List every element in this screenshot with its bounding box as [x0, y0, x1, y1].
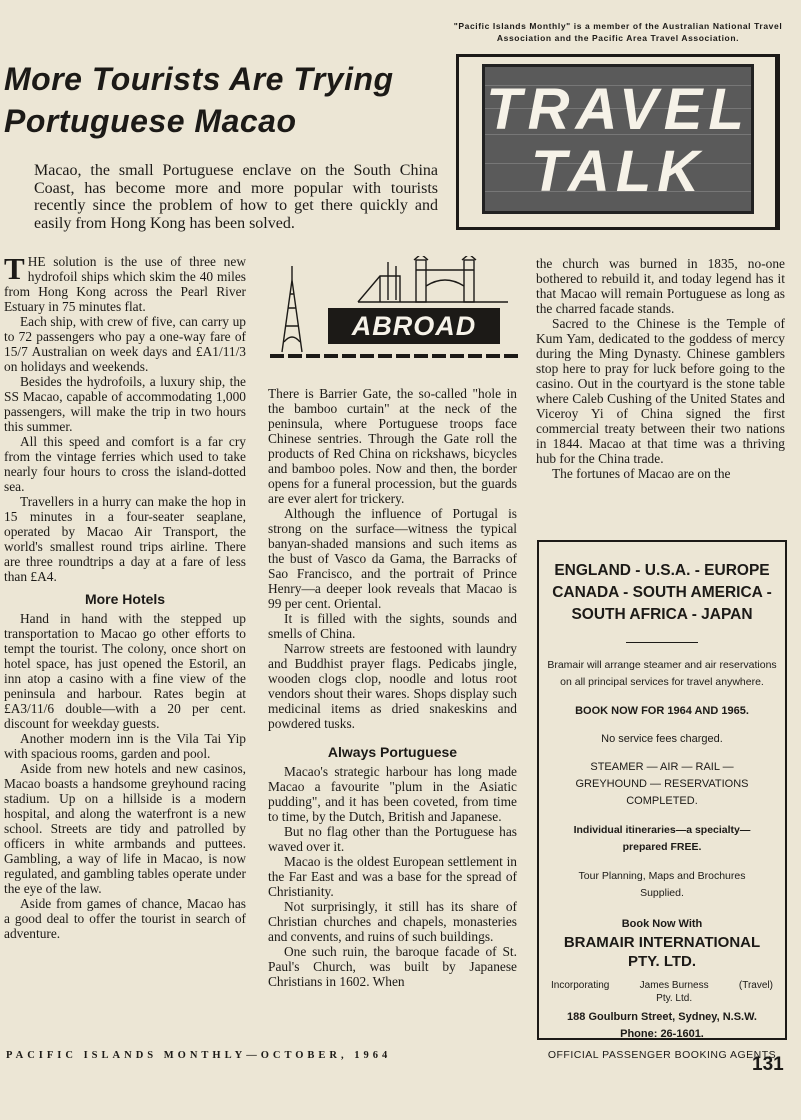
specialty-line: Individual itineraries—a specialty—: [573, 824, 751, 836]
incorporating-company: James Burness Pty. Ltd.: [639, 980, 709, 1004]
paragraph: Not surprisingly, it still has its share of Christian churches and chapels, monasteries and convents, and ruins of such buildings.: [268, 899, 517, 944]
paragraph: Each ship, with crew of five, can carry up to 72 passengers who pay a one-way fare of 15/7 Australian on week days and £A1/11/3 on holidays and weekends.: [4, 314, 246, 374]
ad-arrange-text: Bramair will arrange steamer and air reservations on all principal services for travel anywhere.: [547, 659, 777, 688]
travel-word: TRAVEL: [486, 77, 750, 142]
paragraph: Hand in hand with the stepped up transportation to Macao go other efforts to tempt the tourist. The colony, once short on hotel space, has just opened the Estoril, an inn atop a casino with a fine view of the peninsula and harbour. Rates begin at £A3/11/6 double—with a 20 per cent. discount for weekday guests.: [4, 611, 246, 731]
ad-divider: [626, 642, 698, 643]
paragraph: There is Barrier Gate, the so-called "hole in the bamboo curtain" at the neck of the peninsula, where Portuguese troops face Chinese sentries. Through the Gate roll the products of Red China on rickshaws, bicycles and bamboo poles. Now and then, the border opens for a funeral procession, but the guards are ever alert for trickery.: [268, 386, 517, 506]
ad-company-name: [539, 933, 785, 971]
subheading-more-hotels: More Hotels: [84, 591, 166, 607]
company-line: PTY. LTD.: [627, 953, 697, 970]
headline-line-2: Portuguese Macao: [4, 103, 297, 139]
paragraph: Aside from new hotels and new casinos, Macao boasts a handsome greyhound racing stadium. Up on a hillside is a modern hospital, and along the waterfront is a new school. Streets are tidy and patrolled by officers in white armbands and puttees. Gambling, a way of life in Macao, is now regulated, and gambling tables operate under the eye of the law.: [4, 761, 246, 896]
company-line: BRAMAIR INTERNATIONAL: [563, 934, 761, 951]
incorporating-travel: (Travel): [738, 980, 773, 991]
paragraph: Aside from games of chance, Macao has a good deal to offer the tourist in search of adventure.: [4, 896, 246, 941]
paragraph: One such ruin, the baroque facade of St. Paul's Church, was built by Japanese Christians in 1602. When: [268, 944, 517, 989]
ad-specialty: [539, 822, 785, 856]
ship-icon: [358, 276, 400, 302]
ad-no-fees: No service fees charged.: [601, 733, 723, 745]
ad-incorporating: [539, 979, 785, 1005]
paragraph: Macao is the oldest European settlement in the Far East and was a base for the spread of Christianity.: [268, 854, 517, 899]
ad-phone: Phone: 26-1601.: [620, 1028, 704, 1040]
paragraph: The fortunes of Macao are on the: [552, 466, 731, 481]
paragraph: Narrow streets are festooned with laundry and Buddhist prayer flags. Pedicabs jingle, wooden clogs clop, noodle and lotus root vendors shout their wares. Shops display such medicinal items as dried snakeskins and powdered tusks.: [268, 641, 517, 731]
ad-planning: [539, 868, 785, 902]
paragraph: Besides the hydrofoils, a luxury ship, the SS Macao, capable of accommodating 1,000 passengers, will make the trip in two hours this summer.: [4, 374, 246, 434]
travel-talk-banner: [482, 64, 754, 214]
column-1: [4, 251, 246, 941]
paragraph: the church was burned in 1835, no-one bothered to rebuild it, and today legend has it that Macao will remain Portuguese as long as the charred facade stands.: [536, 256, 785, 316]
planning-line: Supplied.: [640, 887, 684, 899]
talk-word: TALK: [530, 139, 706, 204]
bramair-advertisement: [537, 540, 787, 1061]
headline-line-1: More Tourists Are Trying: [4, 61, 394, 97]
page-footer: PACIFIC ISLANDS MONTHLY—OCTOBER, 1964: [6, 1050, 392, 1061]
paragraph: Although the influence of Portugal is strong on the surface—witness the typical banyan-shaded mansions and such items as the bust of Vasco da Gama, the Barracks of Sao Francisco, and the portrait of Prince Henry—a deeper look reveals that Macao is 99 per cent. Oriental.: [268, 506, 517, 611]
specialty-line: prepared FREE.: [622, 841, 702, 853]
column-2: [268, 386, 517, 989]
paragraph: Sacred to the Chinese is the Temple of Kum Yam, dedicated to the goddess of mercy during the Ming Dynasty. Chinese gamblers stop here to pray for luck before going to the casino. Out in the courtyard is the stone table where Caleb Cushing of the United States and Viceroy Yi of China signed the first commercial treaty between their two nations in 1844. Macao at that time was a thriving hub for the China trade.: [536, 316, 785, 466]
paragraph: HE solution is the use of three new hydrofoil ships which skim the 40 miles from Hong Kong across the Pearl River Estuary in 75 minutes flat.: [4, 254, 246, 314]
subheading-always-portuguese: Always Portuguese: [327, 744, 458, 760]
mode-line: GREYHOUND — RESERVATIONS: [575, 778, 749, 790]
abroad-label: ABROAD: [351, 311, 477, 341]
intro-paragraph: Macao, the small Portuguese enclave on the South China Coast, has become more and more popular with tourists recently since the problem of how to get there quickly and easily from Hong Kong has been solved.: [34, 162, 438, 232]
column-3: [536, 256, 785, 481]
ad-agents: OFFICIAL PASSENGER BOOKING AGENTS: [547, 1049, 777, 1061]
abroad-illustration: [268, 256, 520, 360]
paragraph: Another modern inn is the Vila Tai Yip with spacious rooms, garden and pool.: [4, 731, 246, 761]
destination-line: ENGLAND - U.S.A. - EUROPE: [554, 562, 770, 579]
page-number: 131: [752, 1054, 784, 1075]
destination-line: SOUTH AFRICA - JAPAN: [571, 606, 753, 623]
drop-cap: T: [4, 251, 25, 286]
paragraph: It is filled with the sights, sounds and smells of China.: [268, 611, 517, 641]
paragraph: Travellers in a hurry can make the hop in 15 minutes in a four-seater seaplane, operated by Macao Air Transport, the world's smallest round trips airline. There are three roundtrips a day at a fare of less than £A4.: [4, 494, 246, 584]
incorporating-label: Incorporating: [551, 980, 610, 991]
paragraph: Macao's strategic harbour has long made Macao a favourite "plum in the Asiatic pudding", and it has been coveted, from time to time, by the Dutch, British and Japanese.: [268, 764, 517, 824]
ad-book-with: Book Now With: [621, 918, 703, 930]
paragraph: All this speed and comfort is a far cry from the vintage ferries which used to take nearly four hours to cross the island-dotted sea.: [4, 434, 246, 494]
headline: [4, 58, 444, 142]
ad-book-now: BOOK NOW FOR 1964 AND 1965.: [575, 705, 749, 717]
tower-bridge-icon: [464, 260, 474, 302]
membership-note: "Pacific Islands Monthly" is a member of the Australian National Travel Association and the Pacific Area Travel Association.: [453, 21, 783, 43]
planning-line: Tour Planning, Maps and Brochures: [578, 870, 746, 882]
ad-destinations: [539, 560, 785, 626]
ad-address: 188 Goulburn Street, Sydney, N.S.W.: [567, 1011, 757, 1023]
mode-line: COMPLETED.: [626, 795, 698, 807]
mode-line: STEAMER — AIR — RAIL —: [590, 761, 734, 773]
paragraph: But no flag other than the Portuguese has waved over it.: [268, 824, 517, 854]
ad-modes: [539, 759, 785, 810]
destination-line: CANADA - SOUTH AMERICA -: [552, 584, 772, 601]
